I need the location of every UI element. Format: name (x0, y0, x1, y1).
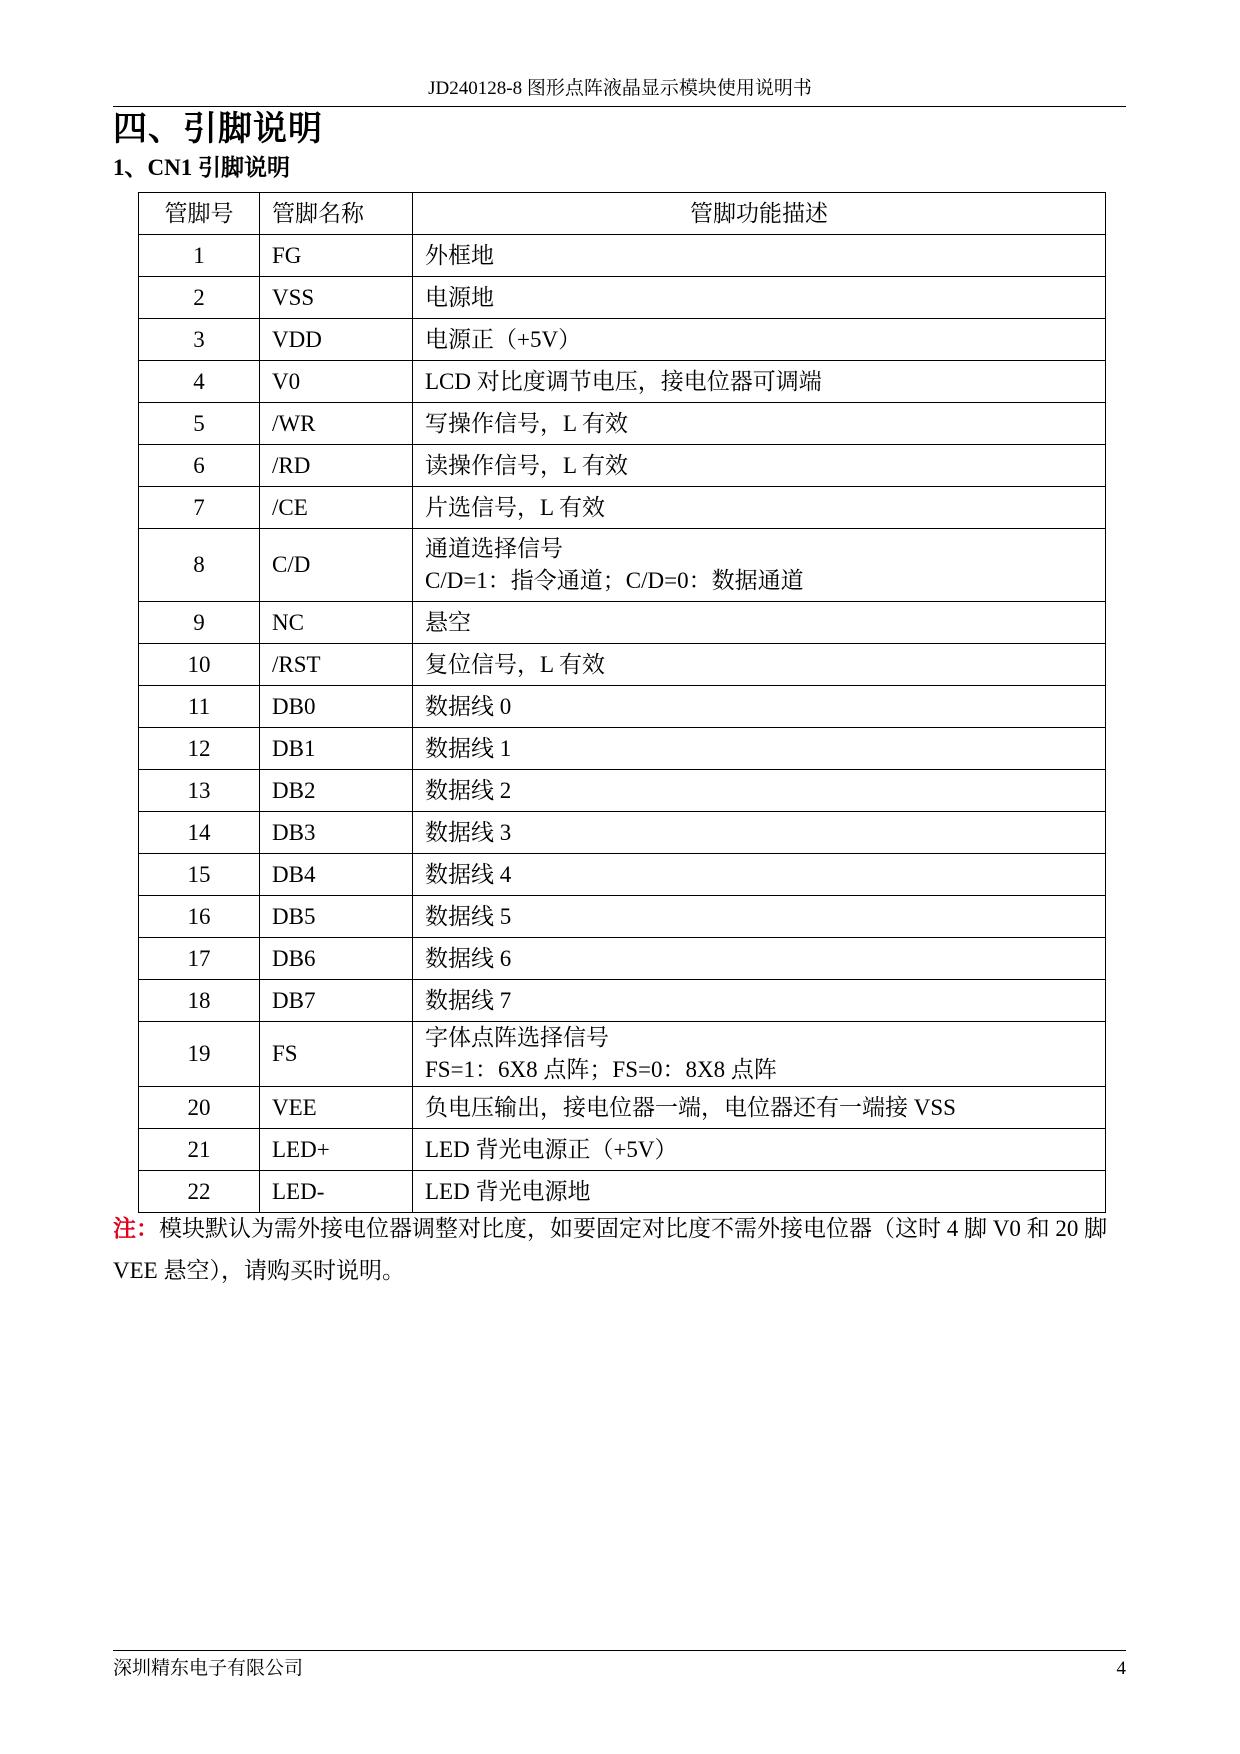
pin-name: DB2 (260, 770, 413, 812)
table-row (139, 277, 1106, 319)
table-row (139, 445, 1106, 487)
pin-name: DB0 (260, 686, 413, 728)
pin-number: 20 (139, 1087, 260, 1129)
pin-description: 数据线 7 (413, 980, 1106, 1022)
pin-description: 数据线 4 (413, 854, 1106, 896)
table-row (139, 686, 1106, 728)
table-header-row (139, 193, 1106, 235)
header-pin-name: 管脚名称 (260, 193, 413, 235)
pin-number: 19 (139, 1022, 260, 1087)
pin-description: 片选信号，L 有效 (413, 487, 1106, 529)
pin-number: 12 (139, 728, 260, 770)
pin-number: 14 (139, 812, 260, 854)
document-header-title: JD240128-8 图形点阵液晶显示模块使用说明书 (428, 78, 812, 99)
pin-description: 负电压输出，接电位器一端，电位器还有一端接 VSS (413, 1087, 1106, 1129)
pin-description: LCD 对比度调节电压，接电位器可调端 (413, 361, 1106, 403)
pin-name: VDD (260, 319, 413, 361)
pin-name: DB5 (260, 896, 413, 938)
pin-name: LED+ (260, 1129, 413, 1171)
pin-name: C/D (260, 529, 413, 602)
table-row (139, 644, 1106, 686)
pin-description-line1: 通道选择信号 (425, 536, 563, 561)
pin-number: 3 (139, 319, 260, 361)
page-number: 4 (1116, 1658, 1126, 1679)
pin-description-line2: FS=1：6X8 点阵；FS=0：8X8 点阵 (425, 1057, 777, 1082)
table-row (139, 403, 1106, 445)
pin-number: 2 (139, 277, 260, 319)
table-row (139, 529, 1106, 602)
pin-name: V0 (260, 361, 413, 403)
pin-number: 15 (139, 854, 260, 896)
table-row (139, 812, 1106, 854)
pin-description: 悬空 (413, 602, 1106, 644)
table-row (139, 487, 1106, 529)
table-row (139, 602, 1106, 644)
pin-number: 6 (139, 445, 260, 487)
pin-description: 数据线 6 (413, 938, 1106, 980)
table-row (139, 1129, 1106, 1171)
pin-name: FG (260, 235, 413, 277)
pin-name: /RD (260, 445, 413, 487)
pin-number: 7 (139, 487, 260, 529)
pin-name: LED- (260, 1171, 413, 1213)
pin-description: 数据线 0 (413, 686, 1106, 728)
pin-name: DB3 (260, 812, 413, 854)
table-row (139, 1171, 1106, 1213)
pin-description: LED 背光电源正（+5V） (413, 1129, 1106, 1171)
subsection-title: 1、CN1 引脚说明 (113, 155, 290, 180)
pin-number: 1 (139, 235, 260, 277)
table-row (139, 1087, 1106, 1129)
pin-description: 写操作信号，L 有效 (413, 403, 1106, 445)
pin-number: 13 (139, 770, 260, 812)
pin-number: 8 (139, 529, 260, 602)
table-row (139, 1022, 1106, 1087)
pin-description-line1: 字体点阵选择信号 (425, 1025, 609, 1050)
pin-name: DB1 (260, 728, 413, 770)
pin-number: 11 (139, 686, 260, 728)
pin-number: 16 (139, 896, 260, 938)
pin-description: 数据线 5 (413, 896, 1106, 938)
pin-description (413, 1022, 1106, 1087)
pin-name: FS (260, 1022, 413, 1087)
note-paragraph (113, 1208, 1128, 1292)
pin-name: DB7 (260, 980, 413, 1022)
pin-number: 10 (139, 644, 260, 686)
pin-number: 4 (139, 361, 260, 403)
table-row (139, 938, 1106, 980)
header-pin-number: 管脚号 (139, 193, 260, 235)
pin-number: 22 (139, 1171, 260, 1213)
pin-description: 复位信号，L 有效 (413, 644, 1106, 686)
pin-description: 数据线 2 (413, 770, 1106, 812)
table-row (139, 770, 1106, 812)
note-label: 注： (113, 1216, 159, 1241)
pin-name: NC (260, 602, 413, 644)
pin-name: VEE (260, 1087, 413, 1129)
pin-name: /CE (260, 487, 413, 529)
pin-table (138, 192, 1106, 1213)
section-title: 四、引脚说明 (113, 111, 323, 148)
table-row (139, 854, 1106, 896)
pin-description: LED 背光电源地 (413, 1171, 1106, 1213)
table-row (139, 235, 1106, 277)
table-row (139, 728, 1106, 770)
table-row (139, 896, 1106, 938)
pin-number: 17 (139, 938, 260, 980)
table-row (139, 361, 1106, 403)
table-row (139, 319, 1106, 361)
pin-name: /RST (260, 644, 413, 686)
pin-number: 21 (139, 1129, 260, 1171)
table-row (139, 980, 1106, 1022)
pin-description: 电源地 (413, 277, 1106, 319)
pin-description: 数据线 1 (413, 728, 1106, 770)
pin-number: 9 (139, 602, 260, 644)
note-text: 模块默认为需外接电位器调整对比度，如要固定对比度不需外接电位器（这时 4 脚 V0 和 20 脚 VEE 悬空），请购买时说明。 (113, 1216, 1108, 1283)
pin-name: /WR (260, 403, 413, 445)
pin-description: 电源正（+5V） (413, 319, 1106, 361)
pin-description: 读操作信号，L 有效 (413, 445, 1106, 487)
pin-description: 数据线 3 (413, 812, 1106, 854)
footer-divider (113, 1650, 1126, 1651)
pin-description (413, 529, 1106, 602)
pin-description: 外框地 (413, 235, 1106, 277)
pin-name: DB6 (260, 938, 413, 980)
header-pin-description: 管脚功能描述 (413, 193, 1106, 235)
pin-name: VSS (260, 277, 413, 319)
pin-number: 5 (139, 403, 260, 445)
pin-description-line2: C/D=1：指令通道；C/D=0：数据通道 (425, 568, 804, 593)
pin-name: DB4 (260, 854, 413, 896)
pin-number: 18 (139, 980, 260, 1022)
footer-company: 深圳精东电子有限公司 (113, 1658, 304, 1679)
